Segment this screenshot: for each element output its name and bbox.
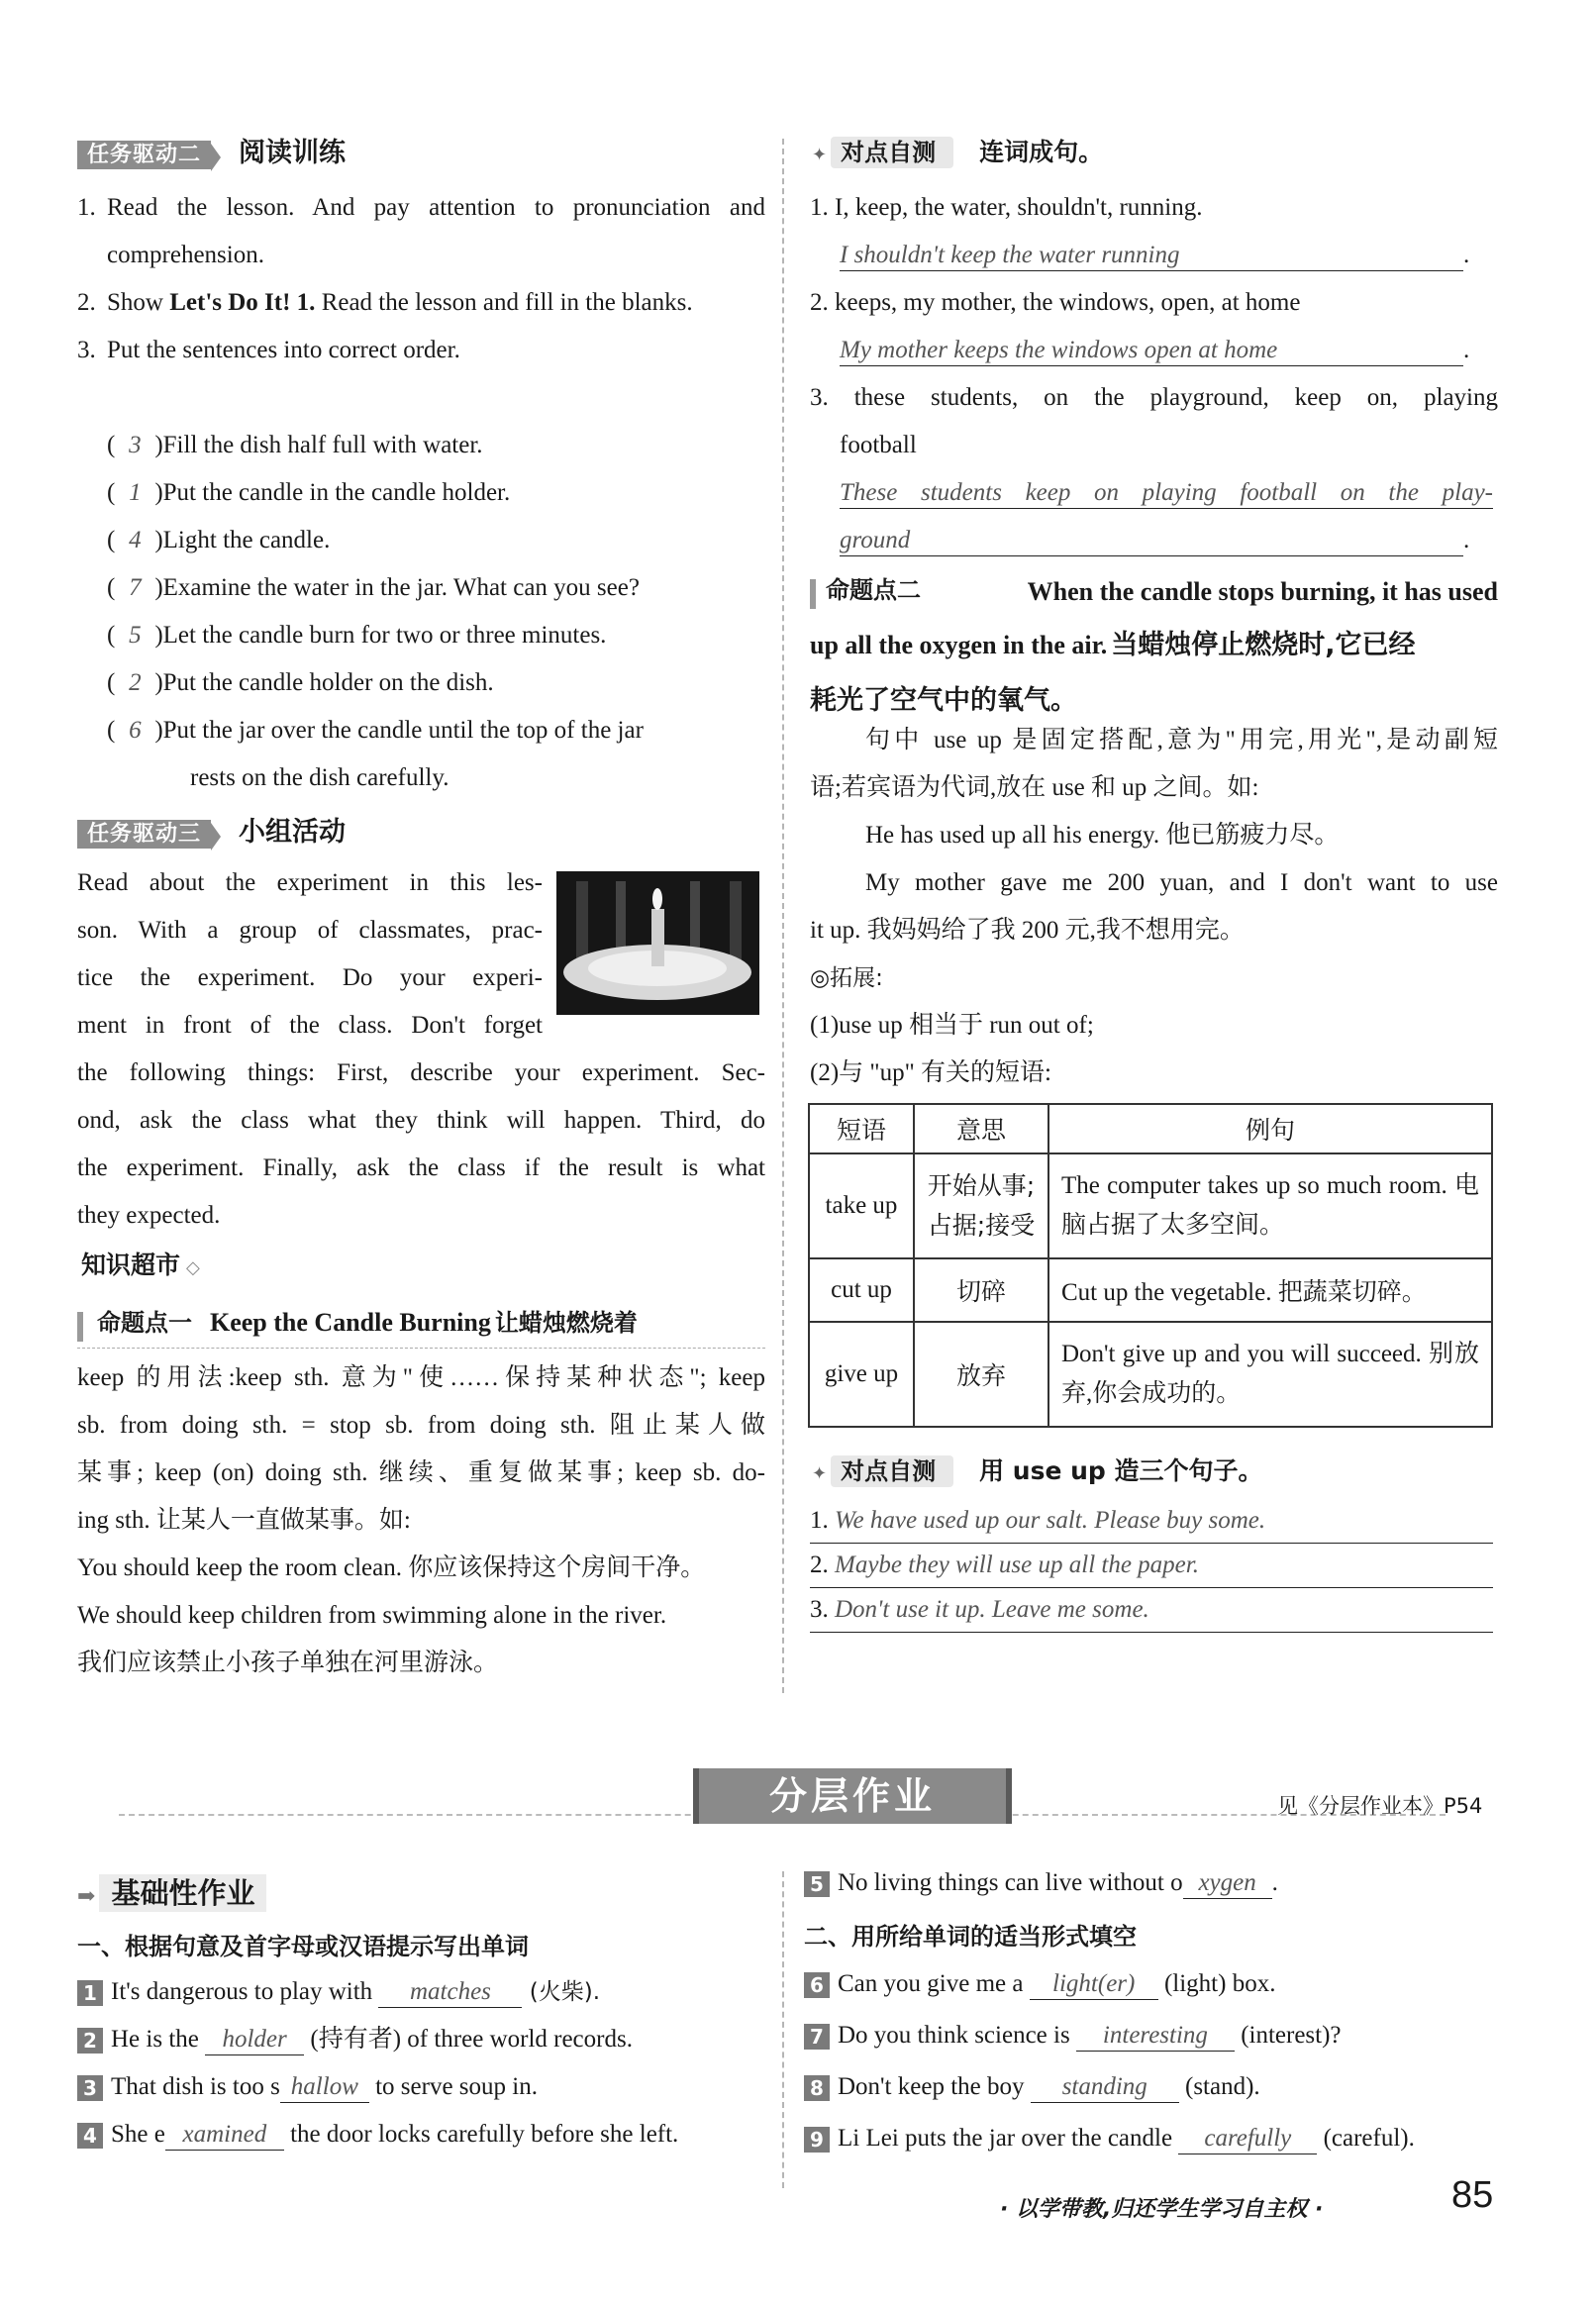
tag-arrow-icon (211, 144, 221, 171)
hw-item: 8 Don't keep the boy standing (stand). (804, 2061, 1497, 2113)
footer-motto: · 以学带教,归还学生学习自主权 · (1000, 2197, 1324, 2222)
use-up-sentences (810, 1499, 1493, 1633)
order-item: ( 3 )Fill the dish half full with water. (107, 432, 483, 458)
task3-header (77, 810, 346, 851)
order-item: ( 1 )Put the candle in the candle holder. (107, 479, 511, 506)
page-number: 85 (1451, 2174, 1494, 2216)
hw-item: 6 Can you give me a light(er) (light) box. (804, 1958, 1497, 2010)
order-list (107, 422, 770, 802)
table-row: take up 开始从事;占据;接受 The computer takes up so much room. 电脑占据了太多空间。 (809, 1153, 1492, 1258)
hw-title: ➡ 基础性作业 (77, 1871, 266, 1912)
group-activity-text: Read about the experiment in this les- son. With a group of classmates, prac- tice the experiment. Do your experi- ment in front of the class. Don't forget the following things: First, describe your experiment. Sec- ond, ask the class what they think will happen. Third, do the experiment. Finally, ask the class if the result is what they expected. (77, 869, 765, 1229)
point2-header: 命题点二 When the candle stops burning, it has used up all the oxygen in the air. 当蜡烛停止燃烧时,它已经 耗光了空气中的氧气。 (810, 576, 1498, 716)
point1-text: keep 的用法:keep sth. 意为"使……保持某种状态"; keep sb. from doing sth. = stop sb. from doing sth. 阻止某人做 某事; keep (on) doing sth. 继续、重复做某事; keep sb. do- ing sth. 让某人一直做某事。如: You should keep the room clean. 你应该保持这个房间干净。 We should keep children from swimming alone in the river. 我们应该禁止小孩子单独在河里游泳。 (77, 1364, 765, 1676)
order-item: ( 6 )Put the jar over the candle until the top of the jar (107, 717, 644, 744)
table-row: give up 放弃 Don't give up and you will succeed. 别放弃,你会成功的。 (809, 1322, 1492, 1427)
point-bar-icon (810, 579, 816, 609)
task2-header (77, 131, 346, 171)
reading-item-2: 2. Show Let's Do It! 1. Read the lesson and fill in the blanks. (77, 289, 693, 316)
star-icon: ✦ (812, 145, 828, 164)
order-item: ( 7 )Examine the water in the jar. What can you see? (107, 574, 640, 601)
use-up-line: 2. Maybe they will use up all the paper. (810, 1544, 1493, 1588)
column-divider (782, 139, 784, 1693)
column-divider (782, 1871, 784, 2188)
sentence-tasks: 1. I, keep, the water, shouldn't, running. I shouldn't keep the water running . 2. keeps, my mother, the windows, open, at home My mother keeps the windows open at home . 3. these students, on the playground, keep on, playing football These students keep on playing football on the play- ground . (810, 184, 1498, 564)
table-header-row: 短语 意思 例句 (809, 1104, 1492, 1153)
star-icon: ✦ (812, 1463, 828, 1483)
point2-text: 句中 use up 是固定搭配,意为"用完,用光",是动副短 语;若宾语为代词,放在 use 和 up 之间。如: He has used up all his energy. 他已筋疲力尽。 My mother gave me 200 yuan, and I don't want to use it up. 我妈妈给了我 200 元,我不想用完。 ◎拓展: (1)use up 相当于 run out of; (2)与 "up" 有关的短语: (810, 727, 1498, 1086)
selftest2-header: ✦ 对点自测 用 use up 造三个句子。 (812, 1456, 1263, 1485)
tag-arrow-icon (211, 823, 221, 851)
task3-tag: 任务驱动三 (77, 820, 211, 849)
banner-ref: 见《分层作业本》P54 (1277, 1794, 1483, 1818)
selftest1-header: ✦ 对点自测 连词成句。 (812, 138, 1104, 166)
hw-part1: 一、根据句意及首字母或汉语提示写出单词 (77, 1933, 529, 1960)
hw-item: 3 That dish is too s hallow to serve soup in. (77, 2063, 770, 2111)
use-up-line: 3. Don't use it up. Leave me some. (810, 1588, 1493, 1633)
point1-header: 命题点一 Keep the Candle Burning 让蜡烛燃烧着 (77, 1303, 765, 1349)
reading-item-1: 1. Read the lesson. And pay attention to pronunciation and comprehension. (77, 194, 765, 268)
phrase-table (808, 1103, 1493, 1428)
order-item: ( 5 )Let the candle burn for two or three minutes. (107, 622, 607, 649)
order-item-cont: rests on the dish carefully. (190, 764, 449, 791)
knowledge-market-title: 知识超市 ◇ (81, 1251, 200, 1279)
order-item: ( 4 )Light the candle. (107, 527, 331, 553)
task2-tag: 任务驱动二 (77, 141, 211, 169)
reading-item-3: 3. Put the sentences into correct order. (77, 337, 460, 363)
hw-item: 7 Do you think science is interesting (interest)? (804, 2010, 1497, 2061)
order-item: ( 2 )Put the candle holder on the dish. (107, 669, 494, 696)
hw-item-5: 5 No living things can live without o xygen . (804, 1859, 1497, 1907)
use-up-line: 1. We have used up our salt. Please buy some. (810, 1499, 1493, 1544)
hw-item: 9 Li Lei puts the jar over the candle carefully (careful). (804, 2113, 1497, 2164)
table-row: cut up 切碎 Cut up the vegetable. 把蔬菜切碎。 (809, 1258, 1492, 1322)
hw-right-items (804, 1958, 1497, 2164)
point-bar-icon (77, 1312, 83, 1342)
hw-left-items (77, 1968, 770, 2158)
task2-title: 阅读训练 (239, 138, 347, 168)
reading-items (77, 184, 765, 374)
diamond-icon: ◇ (186, 1257, 200, 1278)
hw-part2: 二、用所给单词的适当形式填空 (804, 1923, 1137, 1951)
hw-item: 2 He is the holder (持有者) of three world records. (77, 2016, 770, 2063)
hw-item: 4 She e xamined the door locks carefully before she left. (77, 2111, 770, 2158)
banner-box: 分层作业 (693, 1768, 1012, 1824)
arrow-right-icon: ➡ (77, 1883, 96, 1908)
hw-item: 1 It's dangerous to play with matches (火柴). (77, 1968, 770, 2016)
task3-title: 小组活动 (239, 817, 347, 848)
